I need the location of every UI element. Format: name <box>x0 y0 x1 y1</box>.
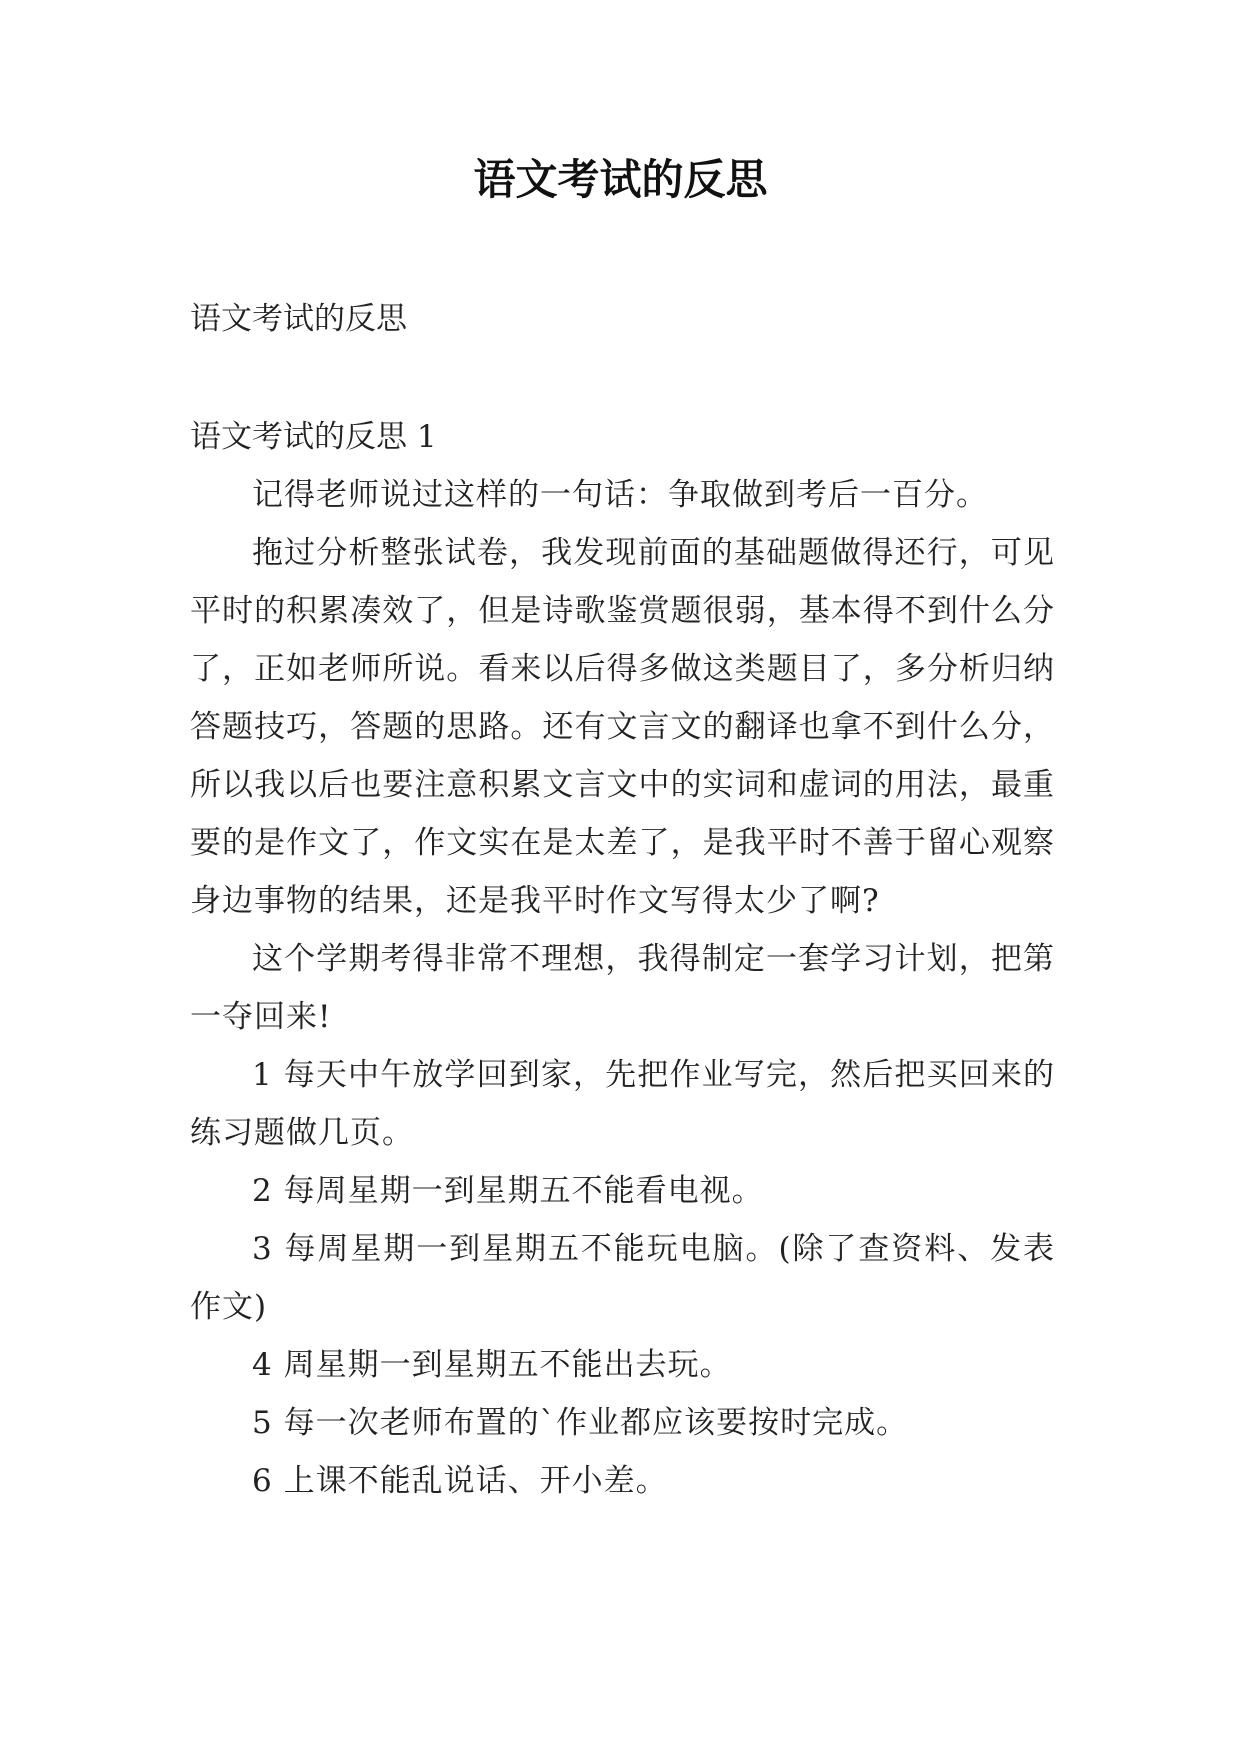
document-body <box>190 290 1055 1510</box>
document-subtitle: 语文考试的反思 <box>190 301 407 337</box>
plan-item: 4 周星期一到星期五不能出去玩。 <box>252 1347 732 1383</box>
paragraph: 这个学期考得非常不理想，我得制定一套学习计划，把第一夺回来! <box>190 941 1055 1035</box>
document-title: 语文考试的反思 <box>473 155 768 204</box>
plan-item: 2 每周星期一到星期五不能看电视。 <box>252 1173 764 1209</box>
plan-item: 3 每周星期一到星期五不能玩电脑。(除了查资料、发表作文) <box>190 1231 1055 1325</box>
paragraph: 拖过分析整张试卷，我发现前面的基础题做得还行，可见平时的积累凑效了，但是诗歌鉴赏题很弱，基本得不到什么分了，正如老师所说。看来以后得多做这类题目了，多分析归纳答题技巧，答题的思路。还有文言文的翻译也拿不到什么分，所以我以后也要注意积累文言文中的实词和虚词的用法，最重要的是作文了，作文实在是太差了，是我平时不善于留心观察身边事物的结果，还是我平时作文写得太少了啊? <box>190 535 1055 919</box>
section-heading: 语文考试的反思 1 <box>190 419 437 455</box>
plan-item: 6 上课不能乱说话、开小差。 <box>252 1463 668 1499</box>
paragraph: 记得老师说过这样的一句话：争取做到考后一百分。 <box>252 477 988 513</box>
plan-item: 5 每一次老师布置的`作业都应该要按时完成。 <box>252 1405 909 1441</box>
plan-item: 1 每天中午放学回到家，先把作业写完，然后把买回来的练习题做几页。 <box>190 1057 1055 1151</box>
